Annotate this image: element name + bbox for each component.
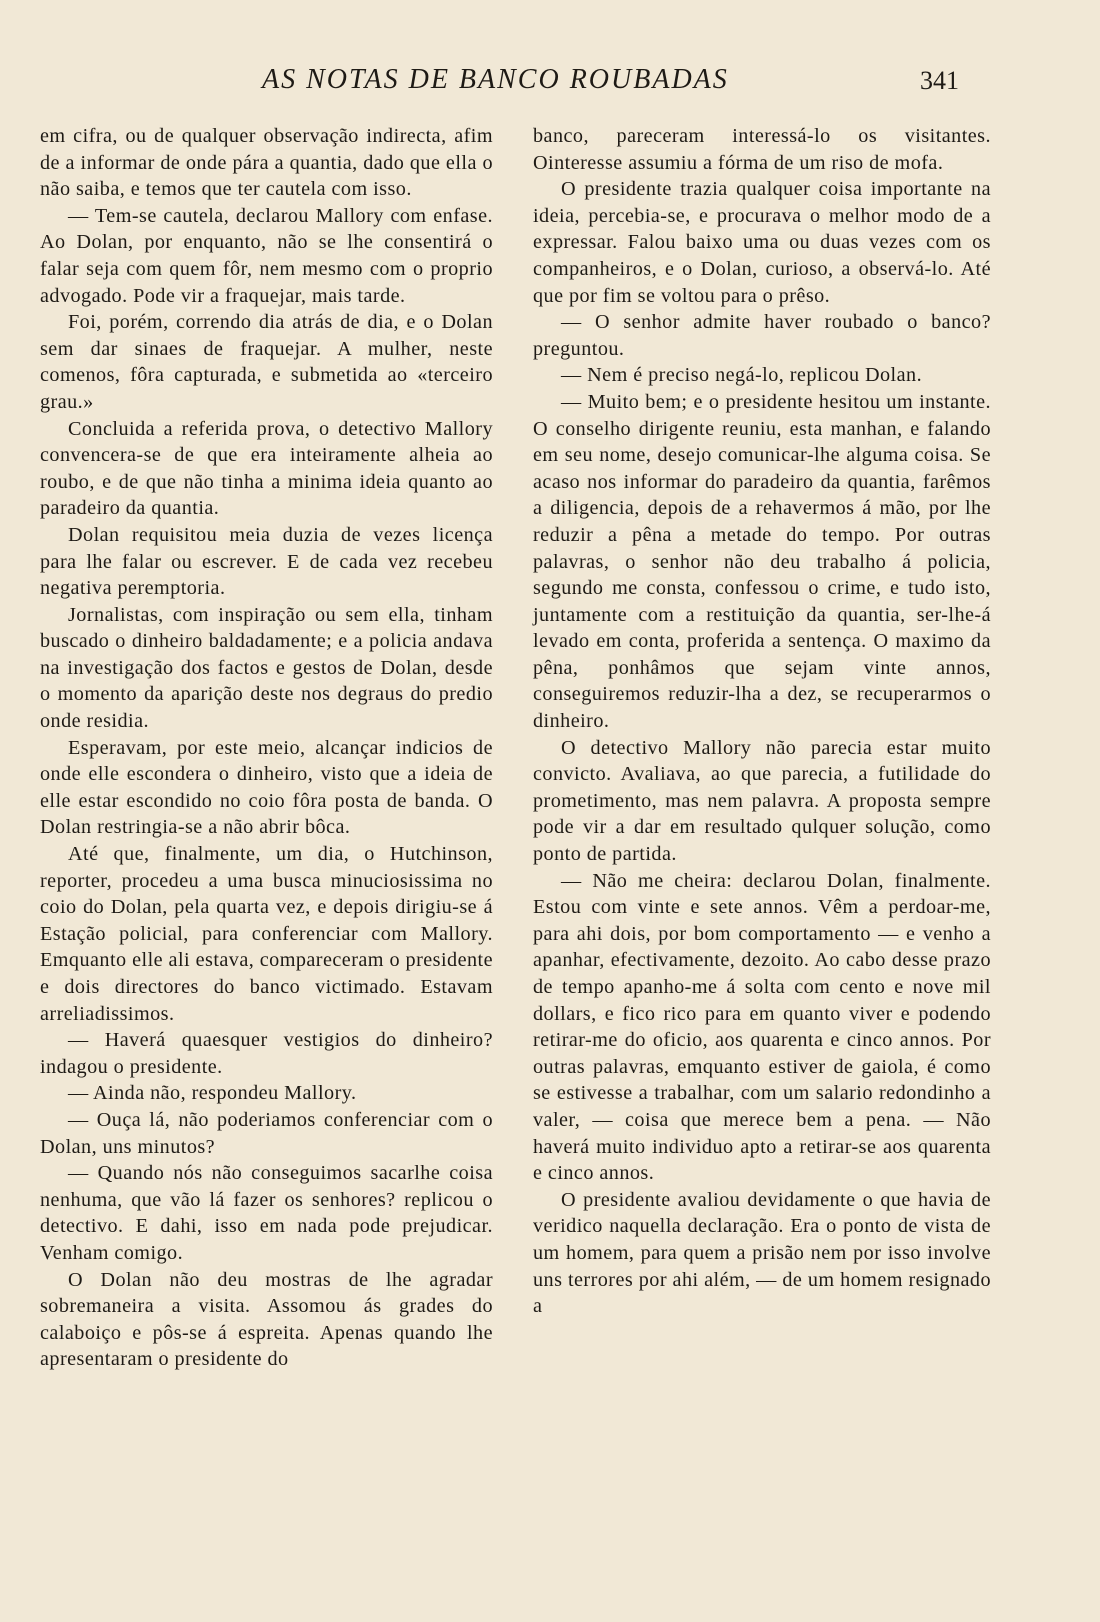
paragraph: — Ainda não, respondeu Mallory. [68,1082,357,1105]
running-title: AS NOTAS DE BANCO ROUBADAS [262,64,729,95]
paragraph: banco, pareceram interessá-lo os visitantes. Ointeresse assumiu a fórma de um riso de mofa. [533,125,991,174]
paragraph: Dolan requisitou meia duzia de vezes licença para lhe falar ou escrever. E de cada vez recebeu negativa peremptoria. [40,523,493,600]
paragraph: — Não me cheira: declarou Dolan, finalmente. Estou com vinte e sete annos. Vêm a perdoar-me, para ahi dois, por bom comportamento — e venho a apanhar, efectivamente, dezoito. Ao cabo desse prazo de tempo apanho-me á solta com cento e nove mil dollars, e fico rico para em quanto viver e podendo retirar-me do oficio, aos quarenta e cinco annos. Por outras palavras, emquanto estiver de gaiola, é como se estivesse a trabalhar, com um salario redondinho a valer, — coisa que merece bem a pena. — Não haverá muito individuo apto a retirar-se aos quarenta e cinco annos. [533,869,991,1185]
paragraph: — O senhor admite haver roubado o banco? preguntou. [533,311,991,360]
paragraph: O detectivo Mallory não parecia estar muito convicto. Avaliava, ao que parecia, a futilidade do prometimento, mas nem palavra. A proposta sempre pode vir a dar em resultado qulquer solução, como ponto de partida. [533,736,991,866]
paragraph: — Quando nós não conseguimos sacarlhe coisa nenhuma, que vão lá fazer os senhores? replicou o detectivo. E dahi, isso em nada pode prejudicar. Venham comigo. [40,1162,493,1264]
paragraph: — Ouça lá, não poderiamos conferenciar com o Dolan, uns minutos? [40,1108,493,1158]
page-number: 341 [920,66,959,95]
paragraph: — Nem é preciso negá-lo, replicou Dolan. [561,364,923,387]
paragraph: Até que, finalmente, um dia, o Hutchinson, reporter, procedeu a uma busca minuciosissima no coio do Dolan, pela quarta vez, e depois dirigiu-se á Estação policial, para conferenciar com Mallory. Emquanto elle ali estava, compareceram o presidente e dois directores do banco victimado. Estavam arreliadissimos. [40,843,493,1025]
left-column [40,123,493,1373]
paragraph: Esperavam, por este meio, alcançar indicios de onde elle escondera o dinheiro, visto que a ideia de elle estar escondido no coio fôra posta de banda. O Dolan restringia-se a não abrir bôca. [40,736,493,839]
paragraph: O Dolan não deu mostras de lhe agradar sobremaneira a visita. Assomou ás grades do calaboiço e pôs-se á espreita. Apenas quando lhe apresentaram o presidente do [40,1268,493,1371]
paragraph: O presidente avaliou devidamente o que havia de veridico naquella declaração. Era o ponto de vista de um homem, para quem a prisão nem por isso involve uns terrores por ahi além, — de um homem resignado a [533,1188,991,1318]
paragraph: O presidente trazia qualquer coisa importante na ideia, percebia-se, e procurava o melhor modo de a expressar. Falou baixo uma ou duas vezes com os companheiros, e o Dolan, curioso, a observá-lo. Até que por fim se voltou para o prêso. [533,178,991,307]
paragraph: — Muito bem; e o presidente hesitou um instante. O conselho dirigente reuniu, esta manhan, e falando em seu nome, desejo comunicar-lhe alguma coisa. Se acaso nos informar do paradeiro da quantia, farêmos a diligencia, depois de a rehavermos á mão, por lhe reduzir a pêna a metade do tempo. Por outras palavras, o senhor não deu trabalho á policia, segundo me consta, confessou o crime, e tudo isto, juntamente com a restituição da quantia, ser-lhe-á levado em conta, proferida a sentença. O maximo da pêna, ponhâmos que sejam vinte annos, conseguiremos reduzir-lha a dez, se recuperarmos o dinheiro. [533,390,991,733]
paragraph: Concluida a referida prova, o detectivo Mallory convencera-se de que era inteiramente alheia ao roubo, e de que não tinha a minima ideia quanto ao paradeiro da quantia. [40,417,493,520]
paragraph: — Tem-se cautela, declarou Mallory com enfase. Ao Dolan, por enquanto, não se lhe consentirá o falar seja com quem fôr, nem mesmo com o proprio advogado. Pode vir a fraquejar, mais tarde. [40,204,493,307]
right-column [533,123,991,1320]
running-head [0,62,1100,102]
paragraph: — Haverá quaesquer vestigios do dinheiro? indagou o presidente. [40,1029,493,1078]
paragraph: Foi, porém, correndo dia atrás de dia, e o Dolan sem dar sinaes de fraquejar. A mulher, neste comenos, fôra capturada, e submetida ao «terceiro grau.» [40,311,493,413]
paragraph: Jornalistas, com inspiração ou sem ella, tinham buscado o dinheiro baldadamente; e a policia andava na investigação dos factos e gestos de Dolan, desde o momento da aparição deste nos degraus do predio onde residia. [40,603,493,733]
paragraph: em cifra, ou de qualquer observação indirecta, afim de a informar de onde pára a quantia, dado que ella o não saiba, e temos que ter cautela com isso. [40,125,493,201]
